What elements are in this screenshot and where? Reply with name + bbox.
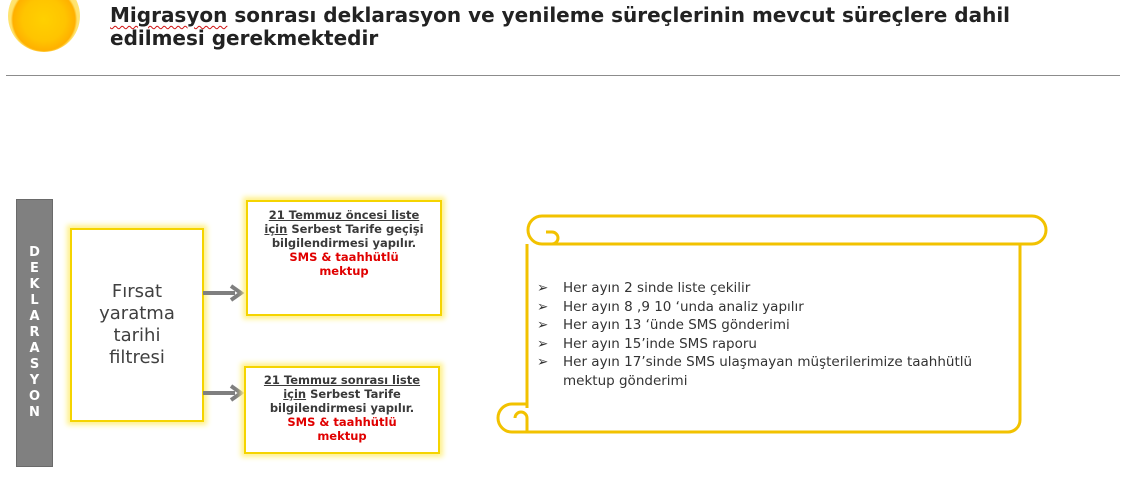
- before-box-channel: SMS & taahhütlü: [289, 250, 399, 264]
- arrow-bullet-icon: ➢: [537, 317, 549, 333]
- schedule-list: [537, 279, 997, 390]
- filter-line: Fırsat: [111, 281, 163, 302]
- filter-line: tarihi: [113, 325, 161, 346]
- arrow-bullet-icon: ➢: [537, 280, 549, 296]
- title-first-word: Migrasyon: [110, 3, 228, 27]
- schedule-item: [537, 316, 997, 335]
- schedule-item-text: Her ayın 15’inde SMS raporu: [563, 335, 757, 352]
- side-bar-letter: L: [30, 293, 39, 308]
- after-box-for: için: [283, 387, 307, 401]
- side-bar-letter: E: [30, 261, 39, 276]
- before-box-text: Serbest Tarife geçişi bilgilendirmesi yapılır.: [271, 222, 424, 250]
- filter-line: filtresi: [109, 347, 165, 368]
- schedule-item-text: Her ayın 2 sinde liste çekilir: [563, 280, 751, 296]
- side-bar-letter: D: [29, 245, 40, 260]
- before-box-channel-2: mektup: [319, 264, 369, 278]
- side-bar-letter: R: [29, 325, 40, 340]
- side-bar-letter: S: [29, 357, 40, 372]
- filter-line: yaratma: [99, 303, 175, 324]
- side-bar-letter: N: [29, 405, 40, 420]
- schedule-item-text: Her ayın 8 ,9 10 ‘unda analiz yapılır: [563, 298, 804, 315]
- side-bar-letter: A: [29, 341, 40, 356]
- side-bar-letter: O: [28, 389, 41, 404]
- arrow-bullet-icon: ➢: [537, 298, 549, 315]
- schedule-item-text: Her ayın 13 ‘ünde SMS gönderimi: [563, 317, 790, 333]
- title-rest: sonrası deklarasyon ve yenileme süreçlerinin mevcut süreçlere dahil edilmesi gerekmektedir: [110, 3, 1011, 50]
- schedule-item: [537, 279, 997, 298]
- before-box-for: için: [264, 222, 288, 236]
- schedule-item: [537, 335, 997, 354]
- side-bar-letter: K: [29, 277, 40, 292]
- after-box-channel: SMS & taahhütlü: [287, 415, 397, 429]
- side-bar-letter: A: [29, 309, 40, 324]
- schedule-item: [537, 353, 997, 390]
- schedule-item: [537, 298, 997, 317]
- arrow-bullet-icon: ➢: [537, 335, 549, 352]
- before-box-heading: 21 Temmuz öncesi liste: [268, 208, 420, 222]
- schedule-item-text: Her ayın 17’sinde SMS ulaşmayan müşterilerimize taahhütlü mektup gönderimi: [563, 354, 973, 389]
- arrow-bullet-icon: ➢: [537, 354, 549, 370]
- side-bar-letter: Y: [29, 373, 40, 388]
- after-box-channel-2: mektup: [317, 429, 367, 443]
- after-box-text: Serbest Tarife bilgilendirmesi yapılır.: [269, 387, 415, 415]
- after-box-heading: 21 Temmuz sonrası liste: [263, 373, 421, 387]
